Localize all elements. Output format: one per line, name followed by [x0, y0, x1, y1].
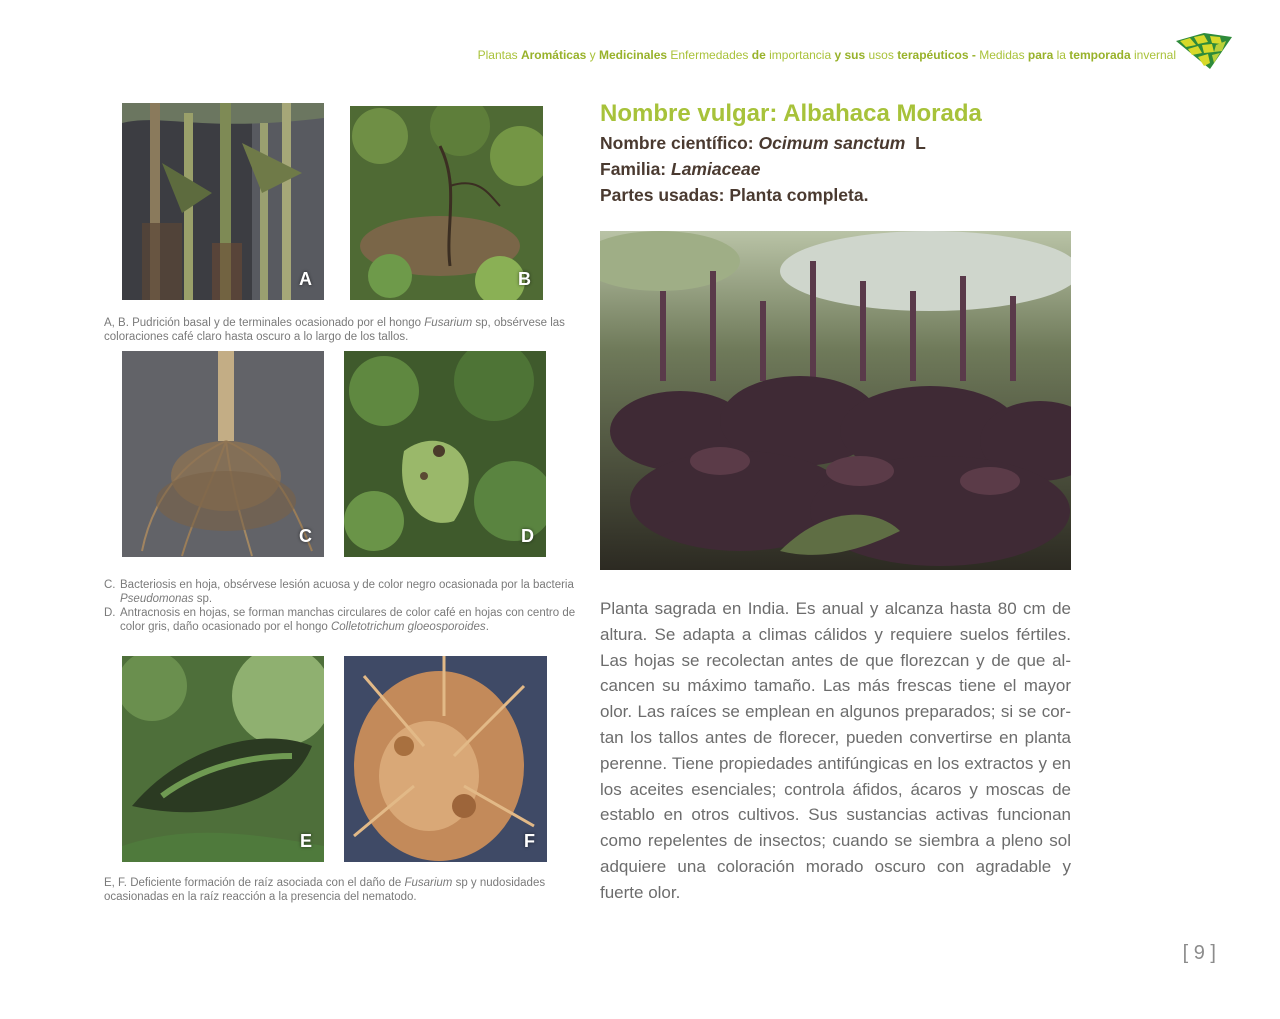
plant-parts-used: Partes usadas: Planta completa.	[600, 185, 869, 205]
caption-d-label: D.	[104, 607, 116, 619]
caption-ef	[104, 876, 580, 904]
caption-ef-species: Fusarium	[404, 877, 453, 889]
scientific-name-value: Ocimum sanctum	[758, 133, 906, 153]
header-part: de	[751, 48, 766, 62]
photo-label-e: E	[299, 831, 312, 851]
caption-c-text-end: sp.	[193, 593, 213, 605]
header-part: Enfermedades	[667, 48, 752, 62]
header-part: Aromáticas	[520, 48, 587, 62]
caption-c-label: C.	[104, 579, 116, 591]
plant-family	[600, 159, 761, 180]
scientific-author: L	[905, 133, 926, 153]
caption-cd	[104, 578, 580, 634]
photo-d-leaf-spot	[344, 351, 546, 557]
caption-c	[104, 578, 580, 606]
photo-b-plant-bed	[350, 106, 543, 300]
plant-common-name: Nombre vulgar: Albahaca Morada	[600, 100, 982, 127]
caption-ab-text-end: sp, obsérvese las coloraciones café claro hasta oscuro a lo largo de los tallos.	[104, 317, 565, 343]
caption-ef-text: E, F. Deficiente formación de raíz asociada con el daño de	[104, 877, 405, 889]
plant-description: Planta sagrada en India. Es anual y alcanza hasta 80 cm de altura. Se adapta a climas cálidos y requiere suelos fértiles. Las hojas se recolectan antes de que florezcan y de que alcancen su máximo tamaño. Las más frescas tiene el mayor olor. Las raíces se emplean en algunos preparados; si se cortan los tallos antes de florecer, pueden convertirse en planta perenne. Tiene propiedades antifúngicas en los extractos y en los aceites esenciales; controla áfidos, ácaros y moscas de establo en otros cultivos. Sus sustancias activas funcionan como repelentes de insectos; cuando se siembra a pleno sol adquiere una coloración morado oscuro con agradable y fuerte olor.	[600, 599, 1071, 902]
header-part: temporada	[1069, 48, 1131, 62]
caption-ab-species: Fusarium	[424, 317, 473, 329]
family-name-value: Lamiaceae	[671, 159, 761, 179]
plant-scientific-name	[600, 133, 926, 154]
header-part: Plantas	[477, 48, 521, 62]
page-number: [ 9 ]	[1182, 942, 1216, 964]
caption-ef-text-end: sp y nudosidades ocasionadas en la raíz reacción a la presencia del nematodo.	[104, 877, 546, 903]
header-part: la	[1053, 48, 1070, 62]
photo-c-roots	[122, 351, 324, 557]
header-part: usos	[865, 48, 898, 62]
header-part: Medicinales	[599, 48, 668, 62]
running-header	[300, 48, 1176, 62]
caption-d	[104, 606, 580, 634]
photo-label-a: A	[299, 269, 312, 289]
caption-d-text-end: .	[485, 621, 489, 633]
scientific-label: Nombre científico:	[600, 133, 759, 153]
header-part: y sus	[834, 48, 866, 62]
header-part: terapéuticos -	[897, 48, 976, 62]
header-part: y	[586, 48, 600, 62]
photo-f-root-knots	[344, 656, 547, 862]
caption-d-text: Antracnosis en hojas, se forman manchas circulares de color café en hojas con centro de color gris, daño ocasionado por el hongo	[120, 607, 576, 633]
family-label: Familia:	[600, 159, 671, 179]
header-part: Medidas	[975, 48, 1028, 62]
caption-d-species: Colletotrichum gloeosporoides	[330, 621, 486, 633]
header-part: importancia	[765, 48, 835, 62]
photo-label-c: C	[299, 526, 312, 546]
caption-ab	[104, 316, 580, 344]
photo-purple-basil	[600, 231, 1071, 570]
caption-ab-text: A, B. Pudrición basal y de terminales ocasionado por el hongo	[104, 317, 425, 329]
photo-label-f: F	[524, 831, 535, 851]
header-part: invernal	[1130, 48, 1176, 62]
photo-a-stem-rot	[122, 103, 324, 300]
caption-c-text: Bacteriosis en hoja, obsérvese lesión acuosa y de color negro ocasionada por la bacteria	[120, 579, 574, 591]
photo-label-b: B	[518, 269, 531, 289]
header-part: para	[1027, 48, 1054, 62]
photo-e-leaf-damage	[122, 656, 324, 862]
caption-c-species: Pseudomonas	[120, 593, 194, 605]
photo-label-d: D	[521, 526, 534, 546]
diamond-logo-icon	[1176, 33, 1232, 69]
